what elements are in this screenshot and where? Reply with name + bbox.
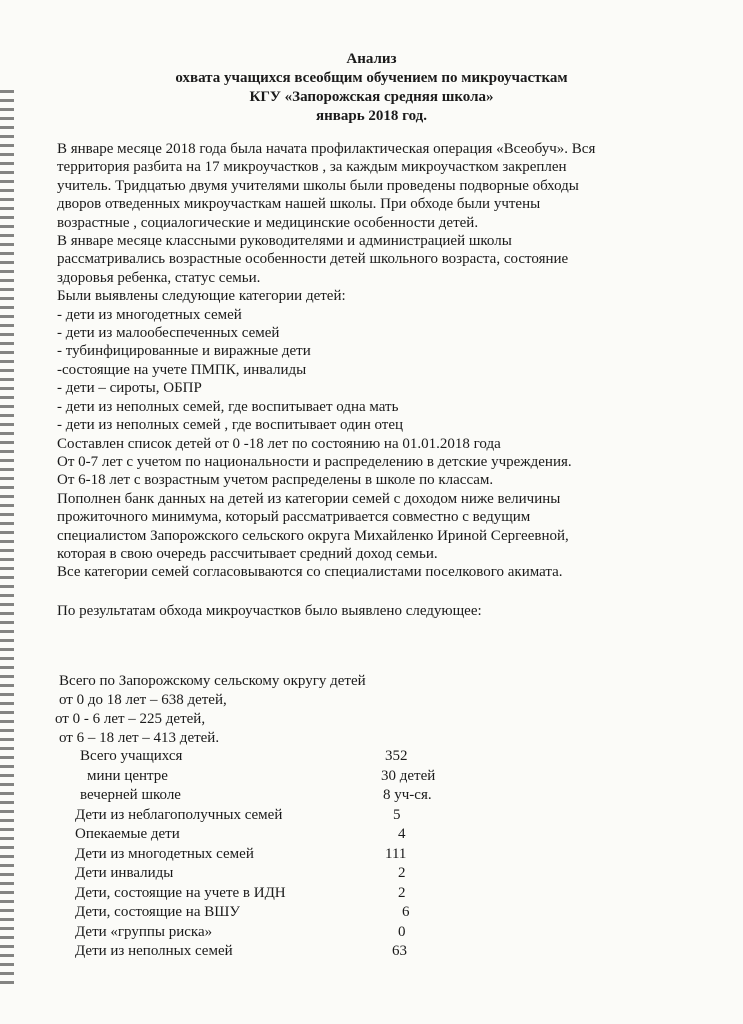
list-item: - дети из неполных семей, где воспитывает одна мать — [57, 398, 399, 415]
row-label: Дети из многодетных семей — [75, 845, 254, 862]
body-line: От 0-7 лет с учетом по национальности и распределению в детские учреждения. — [57, 453, 572, 470]
row-value: 0 — [398, 923, 406, 940]
row-label: Всего учащихся — [80, 748, 183, 764]
body-line: специалистом Запорожского сельского округа Михайленко Ириной Сергеевной, — [57, 527, 569, 544]
body-line: возрастные , социалогические и медицинские особенности детей. — [57, 214, 479, 231]
stats-age-0-18: от 0 до 18 лет – 638 детей, — [59, 692, 227, 708]
row-value: 5 — [393, 806, 401, 823]
stats-total-label: Всего по Запорожскому сельскому округу детей — [59, 673, 366, 689]
stats-age-0-6: от 0 - 6 лет – 225 детей, — [55, 711, 206, 727]
row-value: 8 уч-ся. — [383, 787, 432, 803]
row-value: 63 — [392, 943, 407, 959]
body-line: Составлен список детей от 0 -18 лет по состоянию на 01.01.2018 года — [57, 435, 501, 452]
row-value: 2 — [398, 865, 406, 881]
scan-edge-artifact — [0, 90, 14, 990]
row-value: 2 — [398, 884, 406, 901]
list-item: - дети из малообеспеченных семей — [57, 325, 280, 342]
row-value: 111 — [385, 845, 407, 862]
title-line-3: КГУ «Запорожская средняя школа» — [249, 89, 494, 105]
list-item: - дети из многодетных семей — [57, 306, 242, 323]
row-value: 4 — [398, 826, 406, 842]
document-title — [0, 50, 743, 126]
body-line: дворов отведенных микроучасткам нашей школы. При обходе были учтены — [57, 196, 541, 213]
title-line-1: Анализ — [346, 51, 397, 67]
body-line: Пополнен банк данных на детей из категории семей с доходом ниже величины — [57, 490, 561, 507]
list-item: - дети из неполных семей , где воспитывает один отец — [57, 417, 404, 434]
row-value: 352 — [385, 748, 408, 764]
body-line: В январе месяце 2018 года была начата профилактическая операция «Всеобуч». Вся — [57, 141, 596, 157]
row-label: Дети, состоящие на ВШУ — [75, 904, 240, 920]
body-line: Были выявлены следующие категории детей: — [57, 288, 346, 305]
body-line: В январе месяце классными руководителями и администрацией школы — [57, 233, 512, 250]
body-line: которая в свою очередь рассчитывает средний доход семьи. — [57, 545, 438, 562]
row-label: мини центре — [87, 767, 168, 784]
row-label: Дети «группы риска» — [75, 923, 213, 940]
body-line: здоровья ребенка, статус семьи. — [57, 269, 261, 286]
body-line: От 6-18 лет с возрастным учетом распределены в школе по классам. — [57, 472, 494, 489]
list-item: - тубинфицированные и виражные дети — [57, 343, 311, 360]
document-body — [57, 140, 697, 620]
row-label: Дети инвалиды — [75, 865, 174, 881]
stats-age-6-18: от 6 – 18 лет – 413 детей. — [59, 730, 220, 746]
body-line: учитель. Тридцатью двумя учителями школы были проведены подворные обходы — [57, 177, 579, 194]
spacer — [57, 582, 697, 602]
title-line-4: январь 2018 год. — [316, 108, 427, 124]
row-label: Дети из неблагополучных семей — [75, 806, 283, 823]
body-line: рассматривались возрастные особенности детей школьного возраста, состояние — [57, 251, 569, 268]
row-label: вечерней школе — [80, 787, 181, 803]
list-item: -состоящие на учете ПМПК, инвалиды — [57, 361, 307, 378]
row-value: 6 — [402, 904, 410, 920]
row-label: Опекаемые дети — [75, 826, 180, 842]
row-value: 30 детей — [381, 767, 436, 784]
body-line: прожиточного минимума, который рассматривается совместно с ведущим — [57, 509, 531, 526]
body-line: Все категории семей согласовываются со специалистами поселкового акимата. — [57, 564, 563, 581]
row-label: Дети, состоящие на учете в ИДН — [75, 884, 286, 901]
row-label: Дети из неполных семей — [75, 943, 233, 959]
title-line-2: охвата учащихся всеобщим обучением по микроучасткам — [175, 70, 568, 86]
body-line: территория разбита на 17 микроучастков , за каждым микроучастком закреплен — [57, 159, 567, 176]
results-intro: По результатам обхода микроучастков было выявлено следующее: — [57, 602, 482, 619]
list-item: - дети – сироты, ОБПР — [57, 380, 202, 397]
children-stats — [57, 672, 364, 748]
